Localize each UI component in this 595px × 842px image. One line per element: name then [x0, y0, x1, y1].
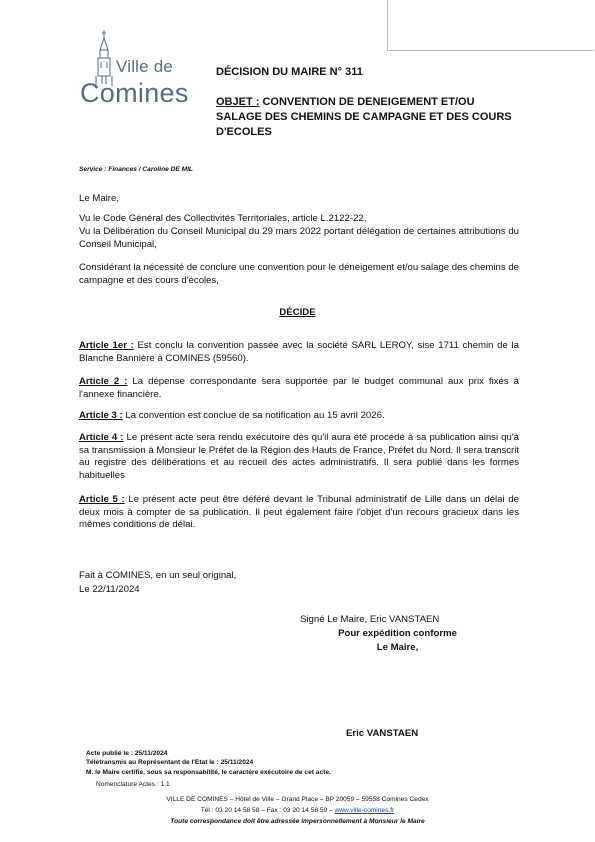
decide-heading: DÉCIDE	[279, 307, 316, 318]
date-line: Le 22/11/2024	[79, 584, 140, 595]
website-link[interactable]: www.ville-comines.fr	[334, 807, 395, 814]
article-5	[79, 494, 519, 532]
article-4-text: Le présent acte sera rendu exécutoire dès qu'il aura été procédé à sa publication ainsi qu'à sa transmission à Monsieur le Préfet de la Région des Hauts de France, Préfet du Nord. Il sera transcrit au registre des délibérations et au recueil des actes administratifs. Il sera publié dans les formes habituelles	[79, 432, 519, 481]
logo-comines-text: Comines	[80, 78, 189, 108]
objet-block	[216, 95, 516, 140]
stamp-frame	[387, 0, 594, 51]
footer-address: VILLE DE COMINES – Hôtel de Ville – Grand Place – BP 20059 – 59558 Comines Cedex	[166, 796, 429, 803]
objet-label: OBJET :	[216, 96, 260, 108]
article-2	[79, 376, 519, 401]
article-4-label: Article 4 :	[79, 432, 124, 443]
certifie: M. le Maire certifie, sous sa responsabilité, le caractère exécutoire de cet acte.	[86, 769, 331, 776]
nomenclature: Nomenclature Actes : 1.1	[96, 781, 170, 788]
article-3-label: Article 3 :	[79, 410, 123, 421]
considerant: Considérant la nécessité de conclure une convention pour le déneigement et/ou salage des chemins de campagne et des cours d'écoles,	[79, 262, 520, 286]
article-1-text: Est conclu la convention passée avec la société SARL LEROY, sise 1711 chemin de la Blanche Bannière à COMINES (59560).	[79, 340, 519, 364]
pour-expedition: Pour expédition conforme	[338, 628, 457, 639]
le-maire-closing: Le Maire,	[376, 642, 419, 653]
signe-line: Signé Le Maire, Eric VANSTAEN	[300, 614, 440, 625]
decision-title: DÉCISION DU MAIRE N° 311	[216, 66, 363, 78]
fait-a-comines: Fait à COMINES, en un seul original,	[79, 570, 237, 581]
footer-contact	[0, 807, 595, 816]
article-2-label: Article 2 :	[79, 376, 128, 387]
article-1	[79, 340, 519, 365]
article-3	[79, 410, 519, 423]
article-5-text: Le présent acte peut être déféré devant le Tribunal administratif de Lille dans un délai de deux mois à compter de sa publication. Il peut également faire l'objet d'un recours gracieux dans les mêmes conditions de délai.	[79, 494, 519, 530]
footer-correspondance: Toute correspondance doit être adressée impersonnellement à Monsieur le Maire	[170, 818, 425, 825]
article-1-label: Article 1er :	[79, 340, 134, 351]
article-2-text: La dépense correspondante sera supportée par le budget communal aux prix fixés à l'annexe financière.	[79, 376, 519, 400]
article-5-label: Article 5 :	[79, 494, 125, 505]
acte-publie: Acte publié le : 25/11/2024	[86, 750, 168, 757]
vu-cgct: Vu le Code Général des Collectivités Territoriales, article L.2122-22,	[79, 213, 367, 224]
le-maire-intro: Le Maire,	[79, 193, 119, 204]
teletransmis: Télétransmis au Représentant de l'Etat le : 25/11/2024	[86, 759, 254, 766]
objet-text: CONVENTION DE DENEIGEMENT ET/OU SALAGE DES CHEMINS DE CAMPAGNE ET DES COURS D'ECOLES	[216, 96, 512, 138]
logo-ville-text: Ville de	[116, 57, 174, 76]
article-4	[79, 432, 519, 482]
vu-deliberation: Vu la Délibération du Conseil Municipal du 29 mars 2022 portant délégation de certaines attributions du Conseil Municipal,	[79, 226, 519, 250]
article-3-text: La convention est conclue de sa notification au 15 avril 2026.	[122, 410, 385, 421]
footer-tel: Tél : 03 20 14 58 58 – Fax : 03 20 14 58 59 –	[200, 807, 335, 814]
service-line: Service : Finances / Caroline DE MIL	[79, 166, 193, 173]
signatory-name: Eric VANSTAEN	[346, 728, 419, 739]
